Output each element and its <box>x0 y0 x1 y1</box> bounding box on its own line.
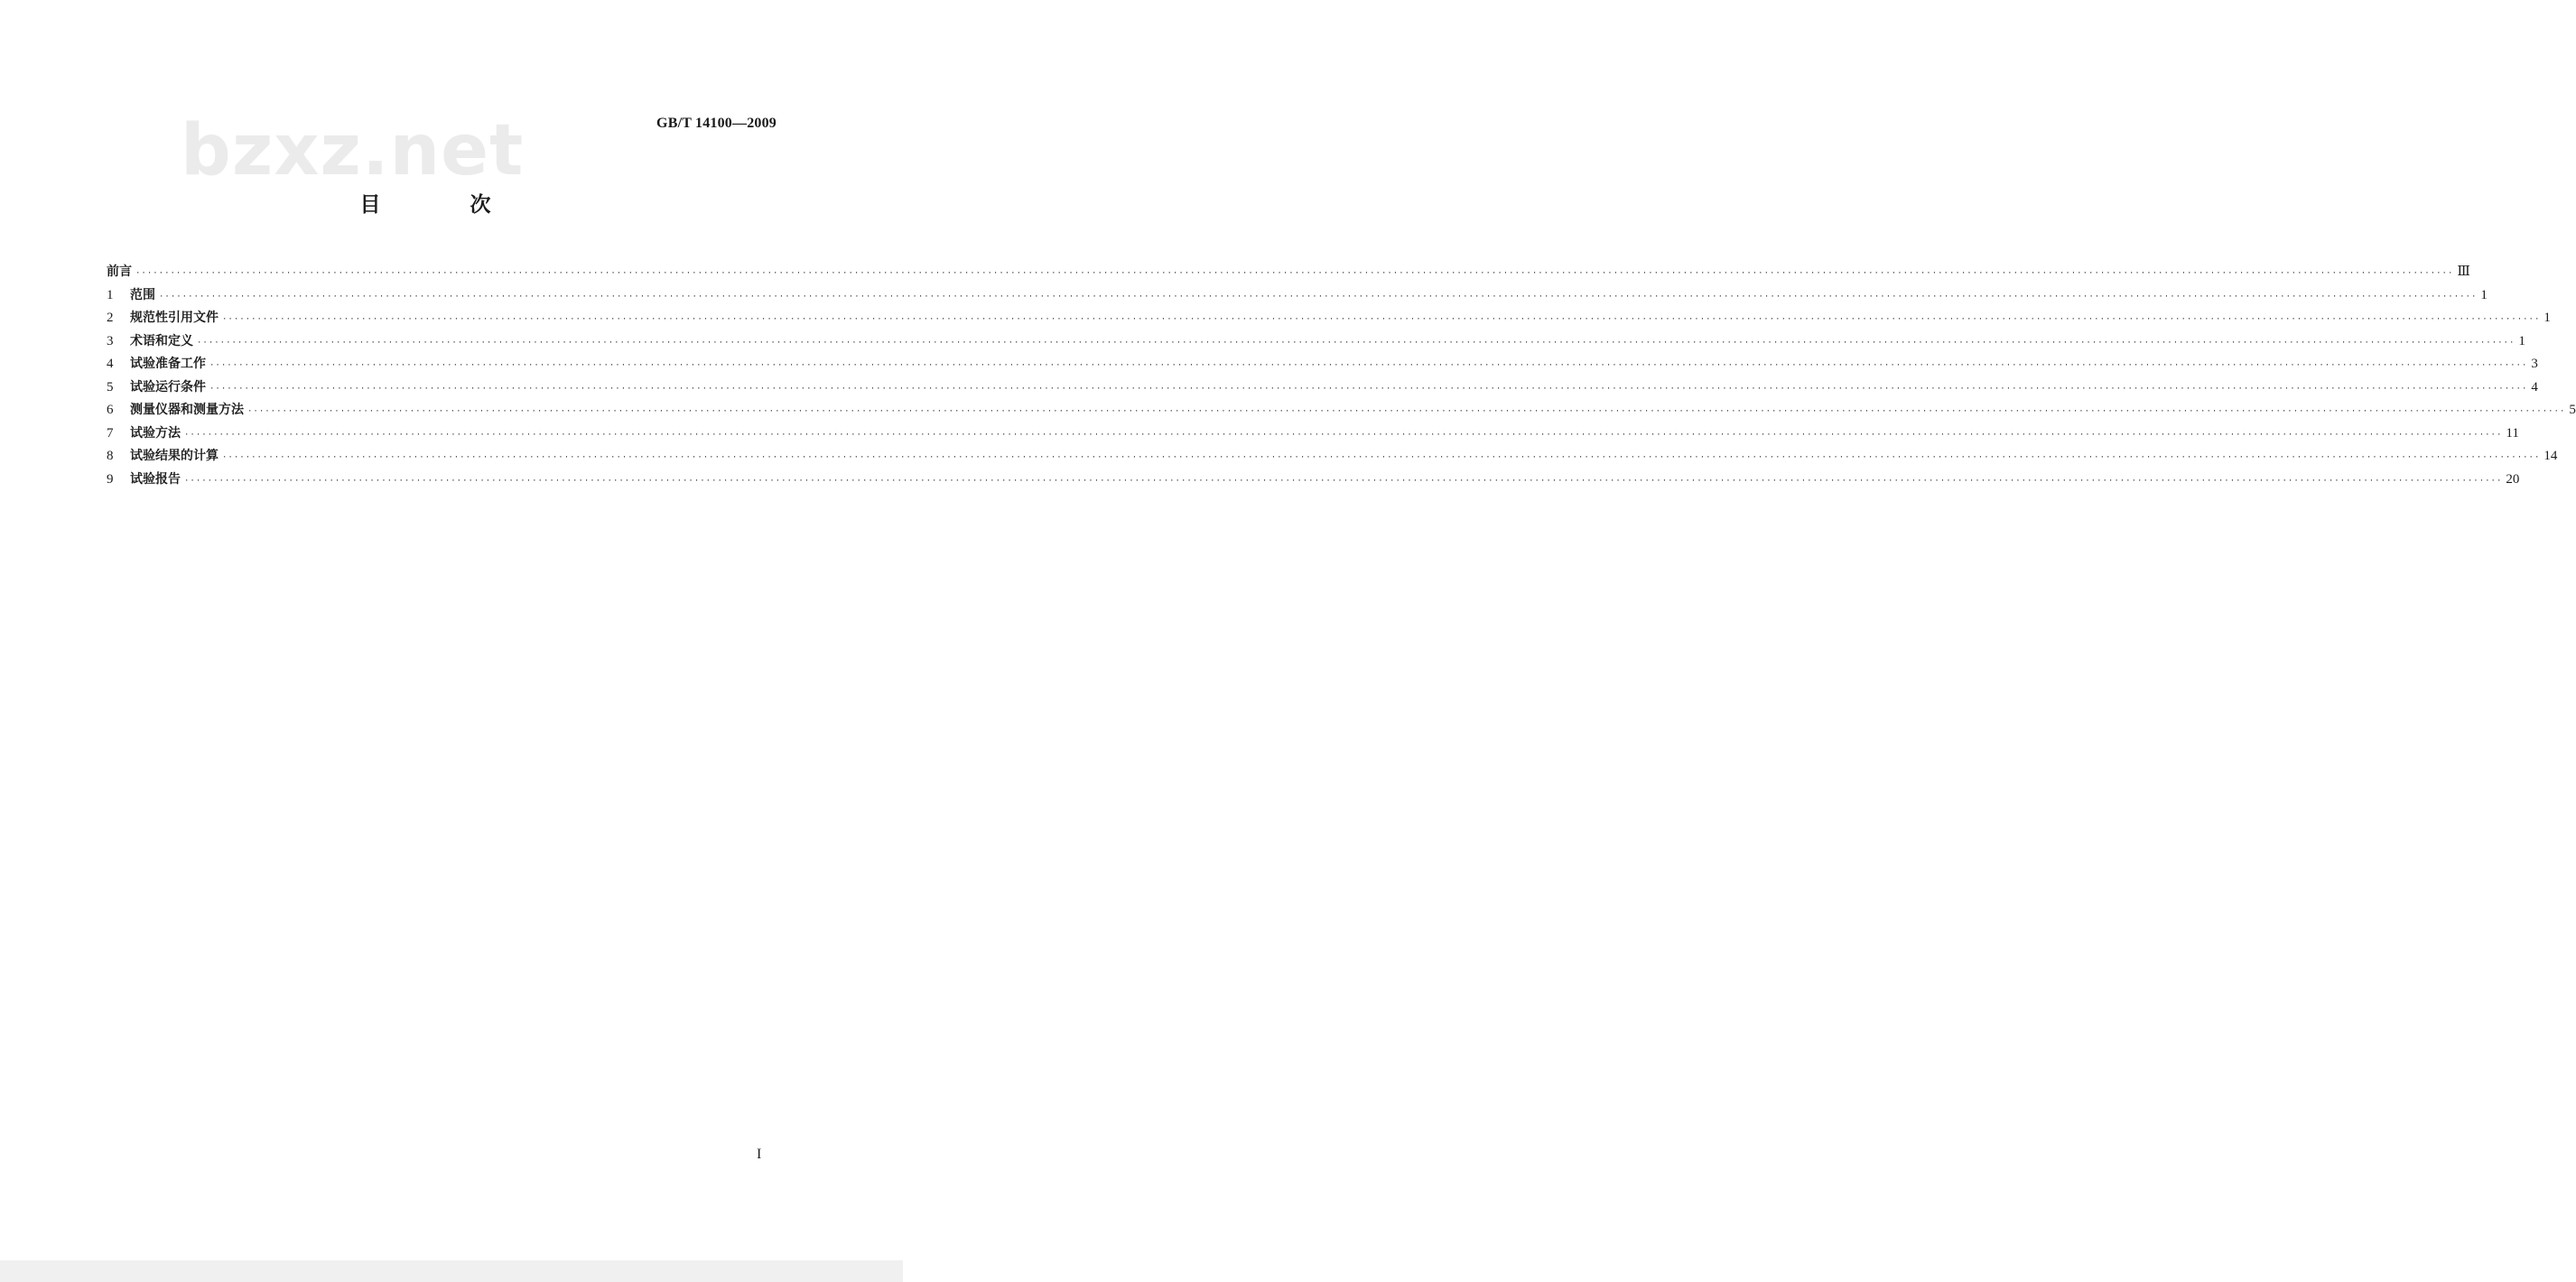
toc-dot-leader: ················································································································································································································································································································································································································ <box>197 338 2516 348</box>
toc-entry-label: 前言 <box>107 265 132 279</box>
toc-entry-page: 5 <box>2569 403 2576 417</box>
toc-entry-number: 5 <box>107 379 114 395</box>
toc-dot-leader: ················································································································································································································································································································································································································ <box>209 384 2528 394</box>
toc-entry[interactable] <box>107 377 2538 401</box>
standard-code: GB/T 14100—2009 <box>656 116 777 131</box>
toc-entry-number: 2 <box>107 311 114 325</box>
toc-dot-leader: ················································································································································································································································································································································································································ <box>222 453 2541 462</box>
toc-entry-page: 3 <box>2531 357 2538 371</box>
viewer-bottom-edge <box>0 1260 903 1282</box>
toc-entry-label: 试验运行条件 <box>130 379 206 395</box>
toc-entry-label: 试验方法 <box>130 425 181 441</box>
toc-entry[interactable] <box>107 331 2525 355</box>
toc-entry[interactable] <box>107 354 2538 377</box>
toc-dot-leader: ················································································································································································································································································································································································································ <box>222 315 2541 324</box>
toc-entry-label: 术语和定义 <box>130 333 193 348</box>
toc-entry-label: 范围 <box>130 287 155 302</box>
toc-entry-label: 规范性引用文件 <box>130 311 219 325</box>
toc-entry[interactable] <box>107 285 2488 309</box>
toc-entry-label: 测量仪器和测量方法 <box>130 403 244 417</box>
toc-entry-page: 11 <box>2506 425 2519 441</box>
toc-dot-leader: ················································································································································································································································································································································································································ <box>159 292 2478 302</box>
toc-entry-page: Ⅲ <box>2457 265 2470 279</box>
toc-entry[interactable] <box>107 469 2520 493</box>
toc-entry-page: 20 <box>2506 471 2520 487</box>
table-of-contents <box>107 262 2576 492</box>
toc-entry-page: 1 <box>2480 287 2488 302</box>
toc-entry-number: 4 <box>107 357 114 371</box>
toc-dot-leader: ················································································································································································································································································································································································································ <box>184 430 2503 440</box>
toc-entry-page: 14 <box>2543 449 2558 463</box>
toc-title: 目 次 <box>359 193 525 217</box>
toc-entry-number: 6 <box>107 403 114 417</box>
toc-dot-leader: ················································································································································································································································································································································································································ <box>247 407 2566 416</box>
page-number: I <box>757 1147 762 1162</box>
toc-entry-label: 试验结果的计算 <box>130 449 219 463</box>
toc-dot-leader: ················································································································································································································································································································································································································ <box>184 476 2503 486</box>
toc-entry-number: 9 <box>107 471 114 487</box>
toc-entry-page: 4 <box>2531 379 2538 395</box>
toc-entry-number: 3 <box>107 333 114 348</box>
toc-entry[interactable] <box>107 262 2470 285</box>
toc-entry[interactable] <box>107 423 2519 447</box>
toc-entry-label: 试验报告 <box>130 471 181 487</box>
toc-entry-page: 1 <box>2518 333 2525 348</box>
toc-entry[interactable] <box>107 446 2558 469</box>
toc-entry-number: 1 <box>107 287 114 302</box>
toc-entry-label: 试验准备工作 <box>130 357 206 371</box>
toc-entry-number: 8 <box>107 449 114 463</box>
toc-dot-leader: ················································································································································································································································································································································································································ <box>135 269 2454 278</box>
toc-entry[interactable] <box>107 400 2576 423</box>
toc-entry-page: 1 <box>2543 311 2551 325</box>
toc-entry[interactable] <box>107 308 2551 331</box>
watermark: bzxz.net <box>181 110 525 191</box>
toc-dot-leader: ················································································································································································································································································································································································································ <box>209 361 2528 370</box>
toc-entry-number: 7 <box>107 425 114 441</box>
